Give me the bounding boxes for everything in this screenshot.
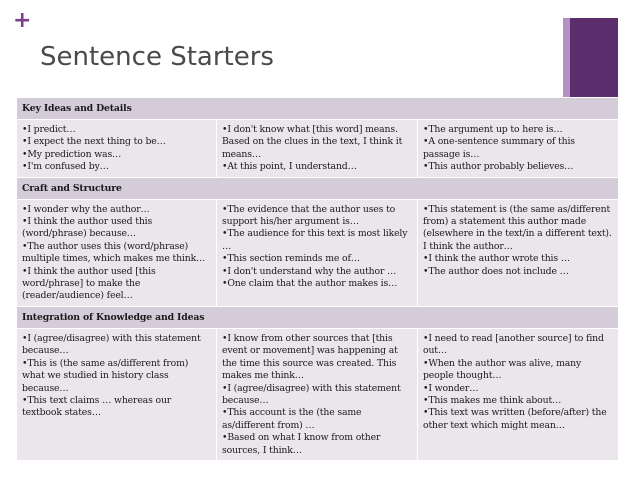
starter-line: •This statement is (the same as/different from) a statement this author made (elsewhere in the text/in a different text). I think the author…: [423, 203, 612, 252]
starter-line: •I wonder…: [423, 382, 479, 394]
starter-cell: [17, 328, 217, 460]
starter-line: •This is (the same as/different from) what we studied in history class because…: [22, 357, 189, 394]
section-content-row: [17, 328, 619, 460]
starter-line: •This section reminds me of…: [222, 253, 360, 265]
starter-line: •I (agree/disagree) with this statement because…: [22, 332, 201, 357]
starter-cell: [418, 328, 619, 460]
starter-line: •I wonder why the author…: [22, 203, 150, 215]
sentence-starters-table: [16, 97, 619, 461]
section-header: Key Ideas and Details: [17, 98, 619, 120]
starter-cell: [418, 199, 619, 306]
starter-line: •I know from other sources that [this event or movement] was happening at the time this source was created. This makes me think…: [222, 332, 398, 382]
starter-line: •The author uses this (word/phrase) multiple times, which makes me think…: [22, 240, 206, 265]
starter-line: •I think the author wrote this …: [423, 253, 570, 265]
starter-cell: [418, 120, 619, 178]
starter-line: •I (agree/disagree) with this statement because…: [222, 382, 401, 406]
starter-line: •When the author was alive, many people thought…: [423, 357, 582, 382]
starter-line: •The evidence that the author uses to support his/her argument is…: [222, 203, 396, 228]
starter-line: •This makes me think about…: [423, 394, 562, 406]
starter-line: •The author does not include …: [423, 265, 569, 277]
starter-line: •This text was written (before/after) the other text which might mean…: [423, 407, 607, 431]
starter-line: •Based on what I know from other sources, I think…: [222, 432, 381, 456]
section-header: Craft and Structure: [17, 177, 619, 199]
starter-cell: [217, 120, 418, 178]
starter-line: •I don't understand why the author …: [222, 265, 397, 277]
starter-line: •The argument up to here is…: [423, 124, 563, 135]
starter-line: •At this point, I understand…: [222, 161, 357, 173]
starter-line: •I think the author used this (word/phrase) because…: [22, 216, 153, 240]
section-header: Integration of Knowledge and Ideas: [17, 306, 619, 328]
slide-title: Sentence Starters: [40, 42, 274, 72]
section-header-row: [17, 98, 619, 120]
starter-cell: [217, 199, 418, 306]
starter-line: •The audience for this text is most likely …: [222, 228, 408, 252]
starter-line: •I predict…: [22, 124, 76, 135]
accent-bar-dark: [570, 18, 618, 98]
starter-line: •I don't know what [this word] means. Based on the clues in the text, I think it means…: [222, 124, 403, 160]
starter-cell: [17, 199, 217, 306]
starter-line: •A one-sentence summary of this passage is…: [423, 136, 575, 160]
section-content-row: [17, 199, 619, 306]
starter-line: •I expect the next thing to be…: [22, 136, 166, 148]
section-header-row: [17, 177, 619, 199]
starter-line: •This author probably believes…: [423, 161, 574, 173]
starter-line: •My prediction was…: [22, 148, 122, 160]
plus-icon: +: [13, 8, 32, 33]
starter-line: •I'm confused by…: [22, 161, 109, 173]
starter-cell: [217, 328, 418, 460]
starter-line: •I need to read [another source] to find out…: [423, 332, 604, 357]
starter-line: •This account is the (the same as/different from) …: [222, 407, 362, 431]
section-content-row: [17, 120, 619, 178]
section-header-row: [17, 306, 619, 328]
starter-cell: [17, 120, 217, 178]
starter-line: •One claim that the author makes is…: [222, 278, 398, 290]
starter-line: •This text claims … whereas our textbook states…: [22, 394, 172, 419]
starter-line: •I think the author used [this word/phrase] to make the (reader/audience) feel…: [22, 265, 156, 302]
accent-bar-light: [563, 18, 570, 98]
